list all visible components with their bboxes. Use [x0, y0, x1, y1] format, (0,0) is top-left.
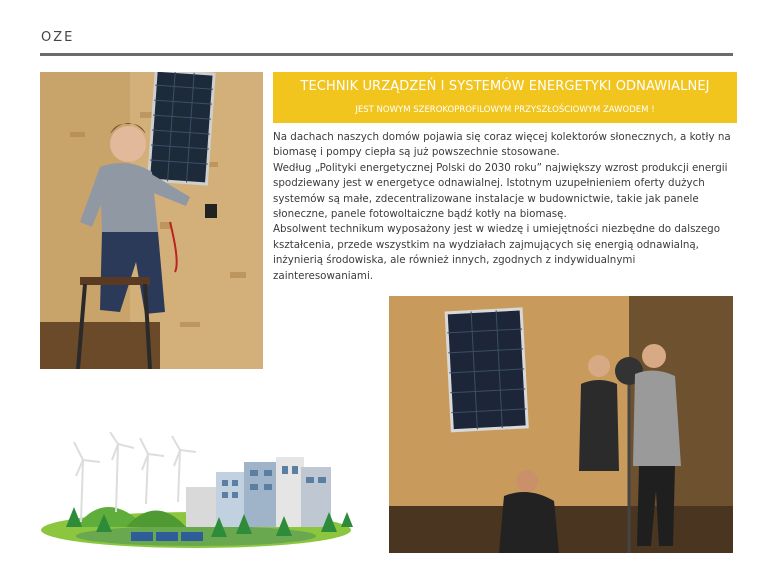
paragraph: Absolwent technikum wyposażony jest w wiedzę i umiejętności niezbędne do dalszego kształcenia, przede wszystkim na wydziałach zajmujących się energią odnawialną, inżynierią środowiska, ale również innych, zgodnych z indywidualnymi zainteresowaniami. — [273, 223, 721, 282]
banner-title: TECHNIK URZĄDZEŃ I SYSTEMÓW ENERGETYKI ODNAWIALNEJ — [300, 79, 710, 94]
photo-workshop-solar-panel — [389, 296, 733, 553]
renewable-city-illustration — [36, 432, 356, 552]
title-banner — [273, 72, 737, 123]
header-divider — [40, 53, 733, 56]
paragraph: Według „Polityki energetycznej Polski do 2030 roku” największy wzrost produkcji energii spodziewany jest w energetyce odnawialnej. Istotnym uzupełnieniem oferty dużych systemów są małe, zdecentralizowane instalacje w budownictwie, takie jak panele słoneczne, panele fotowoltaiczne bądź kotły na biomasę. — [273, 161, 728, 221]
paragraph: Na dachach naszych domów pojawia się coraz więcej kolektorów słonecznych, a kotły na biomasę i pompy ciepła są już powszechnie stosowane. — [273, 131, 731, 159]
banner-subtitle: JEST NOWYM SZEROKOPROFILOWYM PRZYSZŁOŚCIOWYM ZAWODEM ! — [355, 105, 655, 115]
photo-student-installing-panel — [40, 72, 263, 369]
section-title: OZE — [41, 30, 75, 45]
description-text — [273, 130, 735, 284]
